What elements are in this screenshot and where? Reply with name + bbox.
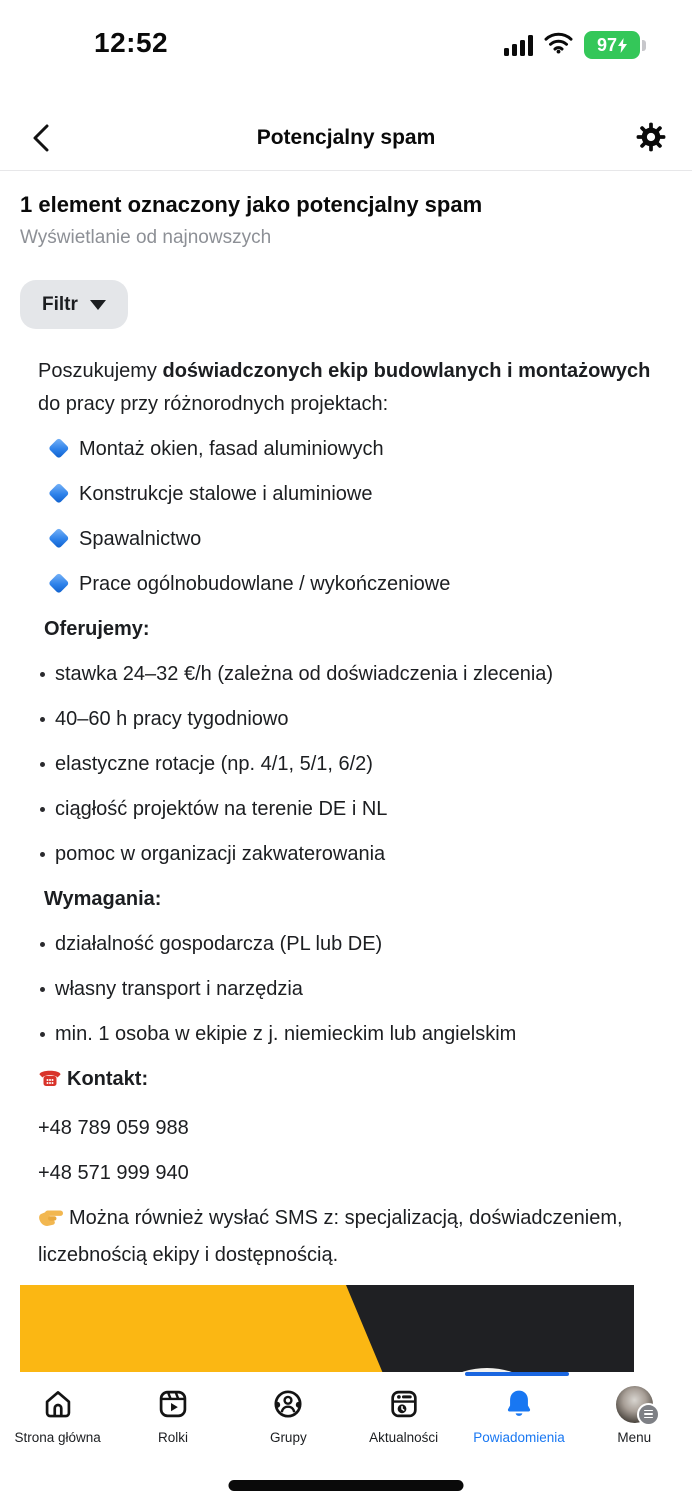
- cellular-signal-icon: [504, 35, 533, 56]
- requirements-heading: Wymagania:: [44, 888, 162, 910]
- bell-icon: [502, 1385, 536, 1423]
- home-icon: [41, 1385, 75, 1423]
- groups-icon: [271, 1385, 305, 1423]
- bullet-dot: [40, 672, 45, 677]
- list-item: elastyczne rotacje (np. 4/1, 5/1, 6/2): [38, 748, 656, 781]
- status-bar: [0, 0, 692, 96]
- red-telephone-icon: [38, 1065, 62, 1100]
- profile-avatar: [616, 1385, 653, 1423]
- bullet-dot: [40, 762, 45, 767]
- blue-diamond-icon: [48, 528, 69, 549]
- news-icon: [387, 1385, 421, 1423]
- phone-number[interactable]: +48 789 059 988: [38, 1117, 189, 1139]
- offer-heading: Oferujemy:: [44, 618, 150, 640]
- gear-icon: [635, 121, 667, 153]
- header: [0, 106, 692, 171]
- tab-menu[interactable]: Menu: [577, 1385, 692, 1445]
- clock: 12:52: [94, 27, 169, 58]
- settings-button[interactable]: [632, 118, 670, 156]
- bullet-dot: [40, 1032, 45, 1037]
- active-tab-indicator: [465, 1372, 569, 1376]
- phone-number[interactable]: +48 571 999 940: [38, 1162, 189, 1184]
- blue-diamond-icon: [48, 438, 69, 459]
- summary-subtitle: Wyświetlanie od najnowszych: [20, 227, 272, 248]
- home-indicator[interactable]: [229, 1480, 464, 1491]
- blue-diamond-icon: [48, 573, 69, 594]
- contact-heading: Kontakt:: [38, 1063, 656, 1100]
- spam-post[interactable]: [0, 329, 692, 1272]
- tab-home[interactable]: Strona główna: [0, 1385, 115, 1445]
- bullet-dot: [40, 942, 45, 947]
- list-item: pomoc w organizacji zakwaterowania: [38, 838, 656, 871]
- reels-icon: [156, 1385, 190, 1423]
- list-item: własny transport i narzędzia: [38, 973, 656, 1006]
- chevron-left-icon: [30, 123, 52, 153]
- list-item: Prace ogólnobudowlane / wykończeniowe: [38, 568, 656, 601]
- tab-bar: [0, 1372, 692, 1500]
- tab-groups[interactable]: Grupy: [231, 1385, 346, 1445]
- battery-icon: [584, 31, 646, 59]
- pointing-right-hand-icon: [38, 1206, 64, 1239]
- list-item: Montaż okien, fasad aluminiowych: [38, 433, 656, 466]
- bullet-dot: [40, 852, 45, 857]
- filter-button[interactable]: [20, 280, 128, 329]
- caret-down-icon: [90, 300, 106, 310]
- wifi-icon: [544, 32, 573, 59]
- battery-percent: 97: [596, 34, 618, 55]
- charging-bolt-icon: [618, 38, 627, 53]
- bullet-dot: [40, 987, 45, 992]
- list-item: Spawalnictwo: [38, 523, 656, 556]
- content-area: [0, 170, 692, 1395]
- sms-note: Można również wysłać SMS z: specjalizacją, doświadczeniem, liczebnością ekipy i dostępnością.: [38, 1207, 623, 1266]
- bullet-dot: [40, 807, 45, 812]
- tab-news[interactable]: Aktualności: [346, 1385, 461, 1445]
- blue-diamond-icon: [48, 483, 69, 504]
- page-title: Potencjalny spam: [256, 126, 436, 149]
- filter-label: Filtr: [42, 293, 78, 315]
- list-item: min. 1 osoba w ekipie z j. niemieckim lub angielskim: [38, 1018, 656, 1051]
- status-icons: [504, 31, 646, 59]
- list-item: ciągłość projektów na terenie DE i NL: [38, 793, 656, 826]
- hamburger-menu-icon: [637, 1403, 660, 1426]
- list-item: Konstrukcje stalowe i aluminiowe: [38, 478, 656, 511]
- tab-reels[interactable]: Rolki: [115, 1385, 230, 1445]
- bullet-dot: [40, 717, 45, 722]
- summary-title: 1 element oznaczony jako potencjalny spam: [20, 192, 483, 217]
- list-item: działalność gospodarcza (PL lub DE): [38, 928, 656, 961]
- post-intro: Poszukujemy doświadczonych ekip budowlanych i montażowych do pracy przy różnorodnych projektach:: [38, 360, 651, 415]
- list-item: stawka 24–32 €/h (zależna od doświadczenia i zlecenia): [38, 658, 656, 691]
- back-button[interactable]: [24, 120, 58, 156]
- list-item: 40–60 h pracy tygodniowo: [38, 703, 656, 736]
- tab-notifications[interactable]: Powiadomienia: [461, 1385, 576, 1445]
